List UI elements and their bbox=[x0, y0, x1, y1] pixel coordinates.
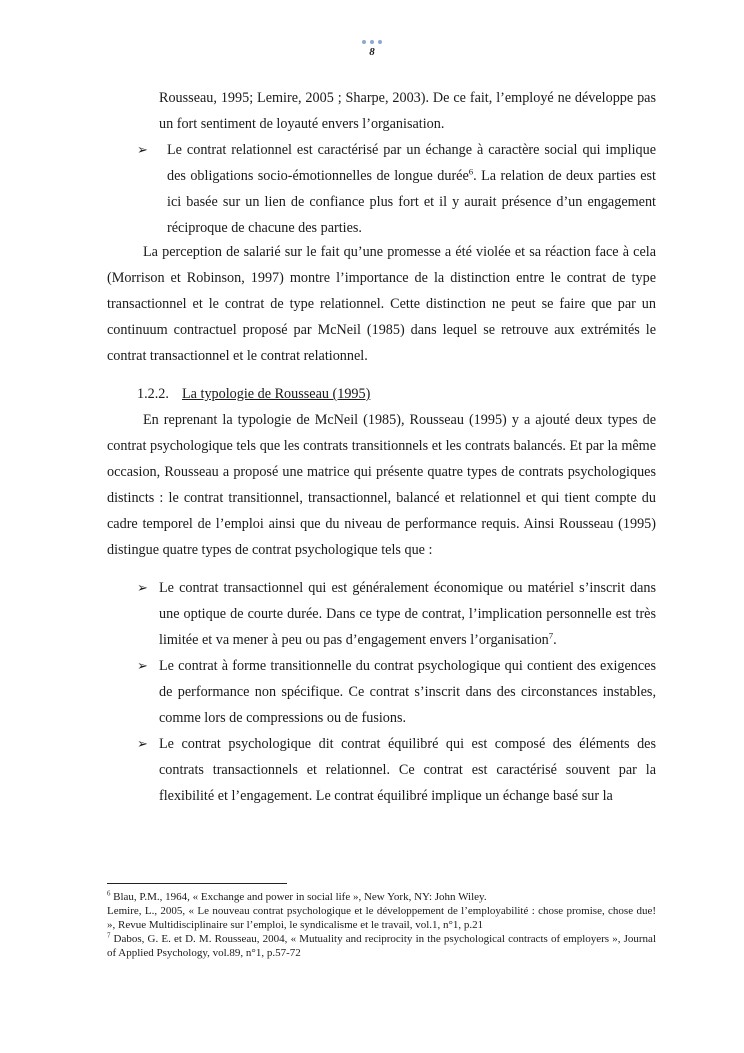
bullet-text: Le contrat relationnel est caractérisé par un échange à caractère social qui implique des obligations socio-émotionnelles de longue durée$^6$. La relation de deux parties est ici basée sur un lien de confiance plus fort et il y aurait présence d’un engagement réciproque de chacune des parties. bbox=[167, 142, 656, 236]
arrow-bullet-icon: ➢ bbox=[137, 736, 148, 751]
section-number: 1.2.2. bbox=[137, 386, 169, 402]
paragraph-perception: La perception de salarié sur le fait qu’une promesse a été violée et sa réaction face à cela (Morrison et Robinson, 1997) montre l’importance de la distinction entre le contrat de type transactionnel et le contrat de type relationnel. Cette distinction ne peut se faire que par un continuum contractuel proposé par McNeil (1985) dans lequel se retrouve aux extrémités le contrat transactionnel et le contrat relationnel. bbox=[107, 244, 656, 364]
footnote-separator bbox=[107, 883, 287, 884]
arrow-bullet-icon: ➢ bbox=[137, 142, 148, 157]
footnotes bbox=[107, 890, 656, 960]
arrow-bullet-icon: ➢ bbox=[137, 580, 148, 595]
bullet-text: Le contrat psychologique dit contrat équilibré qui est composé des éléments des contrats transactionnels et relationnel. Ce contrat est caractérisé souvent par la flexibilité et l’engagement. Le contrat équilibré implique un échange basé sur la bbox=[159, 736, 656, 804]
bullet-text: Le contrat à forme transitionnelle du contrat psychologique qui contient des exigences de performance non spécifique. Ce contrat s’inscrit dans des circonstances instables, comme lors de compressions ou de fusions. bbox=[159, 658, 656, 726]
bullet-text: Le contrat transactionnel qui est généralement économique ou matériel s’inscrit dans une optique de courte durée. Dans ce type de contrat, l’implication personnelle est très limitée et va mener à peu ou pas d’engagement envers l’organisation$^7$. bbox=[159, 580, 656, 648]
paragraph-typology: En reprenant la typologie de McNeil (1985), Rousseau (1995) y a ajouté deux types de contrat psychologique tels que les contrats transitionnels et les contrats balancés. Et par la même occasion, Rousseau a proposé une matrice qui présente quatre types de contrats psychologiques distincts : le contrat transitionnel, transactionnel, balancé et relationnel et qui tient compte du cadre temporel de l’emploi ainsi que du niveau de performance requis. Ainsi Rousseau (1995) distingue quatre types de contrat psychologique tels que : bbox=[107, 412, 656, 558]
section-heading bbox=[137, 381, 370, 407]
footnote-6-continued: Lemire, L., 2005, « Le nouveau contrat psychologique et le développement de l’employabilité : chose promise, chose due! », Revue Multidisciplinaire sur l’emploi, le syndicalisme et le travail, vol.1, n°1, p.21 bbox=[107, 905, 656, 931]
footnote-6: $^6$ Blau, P.M., 1964, « Exchange and power in social life », New York, NY: John Wiley. bbox=[107, 890, 487, 903]
arrow-bullet-icon: ➢ bbox=[137, 658, 148, 673]
page-number: 8 bbox=[369, 46, 375, 58]
continued-paragraph: Rousseau, 1995; Lemire, 2005 ; Sharpe, 2003). De ce fait, l’employé ne développe pas un fort sentiment de loyauté envers l’organisation. bbox=[159, 90, 656, 132]
footnote-ref-6: 6 bbox=[468, 166, 474, 177]
page-header bbox=[0, 40, 744, 58]
footnote-ref-7: 7 bbox=[548, 630, 554, 641]
section-title: La typologie de Rousseau (1995) bbox=[182, 386, 371, 402]
footnote-7: $^7$ Dabos, G. E. et D. M. Rousseau, 2004, « Mutuality and reciprocity in the psychological contracts of employers », Journal of Applied Psychology, vol.89, n°1, p.57-72 bbox=[107, 932, 656, 959]
